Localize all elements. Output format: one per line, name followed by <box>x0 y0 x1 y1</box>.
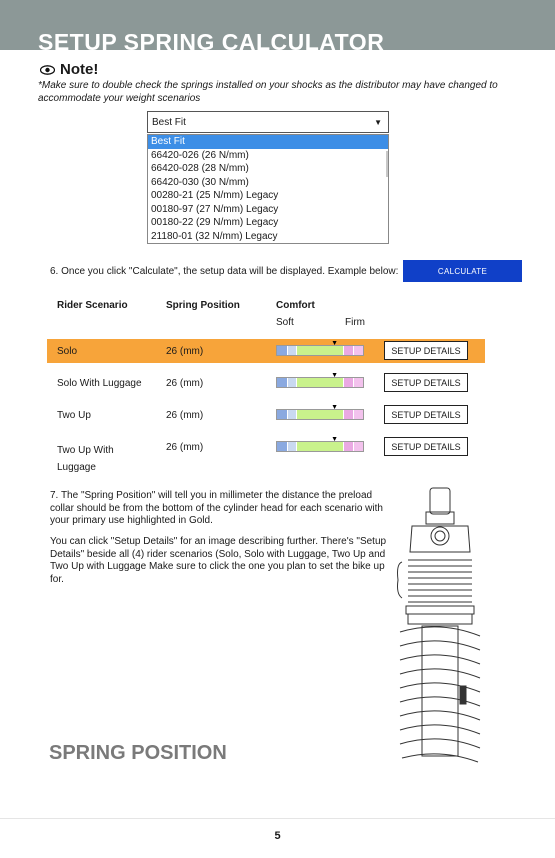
section-title: SPRING POSITION <box>49 742 227 764</box>
scrollbar-notch <box>386 151 388 177</box>
position-cell: 26 (mm) <box>166 442 204 453</box>
marker-icon: ▼ <box>331 436 338 443</box>
setup-details-button-solo[interactable]: SETUP DETAILS <box>384 341 468 360</box>
scenario-cell: Solo With Luggage <box>57 378 142 389</box>
comfort-slider-solo-luggage <box>276 372 364 388</box>
option-66420-026[interactable]: 66420-026 (26 N/mm) <box>151 149 249 161</box>
step7-paragraph: 7. The "Spring Position" will tell you in millimeter the distance the preload collar should be from the bottom of the cylinder head for each scenario with your primary use highlighted in Gold. <box>50 490 383 526</box>
comfort-slider-two-up <box>276 404 364 420</box>
option-66420-028[interactable]: 66420-028 (28 N/mm) <box>151 163 249 174</box>
comfort-slider-solo <box>276 340 364 356</box>
setup-details-button-solo-luggage[interactable]: SETUP DETAILS <box>384 373 468 392</box>
option-66420-030[interactable]: 66420-030 (30 N/mm) <box>151 176 249 188</box>
caret-down-icon: ▼ <box>374 118 382 127</box>
note-heading <box>40 61 98 78</box>
spring-option-list <box>147 134 389 244</box>
option-00180-22[interactable]: 00180-22 (29 N/mm) Legacy <box>151 217 279 228</box>
spring-select-value: Best Fit <box>152 117 186 128</box>
setup-details-button-two-up[interactable]: SETUP DETAILS <box>384 405 468 424</box>
label-soft: Soft <box>276 317 294 328</box>
position-cell: 26 (mm) <box>166 346 204 357</box>
option-21180-01[interactable]: 21180-01 (32 N/mm) Legacy <box>151 230 278 242</box>
page-title: SETUP SPRING CALCULATOR <box>38 29 385 55</box>
eye-icon <box>40 65 55 75</box>
note-title: Note! <box>60 61 99 78</box>
page-number: 5 <box>274 830 281 842</box>
option-best-fit[interactable]: Best Fit <box>148 135 388 149</box>
scenario-cell: Solo <box>57 346 78 357</box>
option-00280-21[interactable]: 00280-21 (25 N/mm) Legacy <box>151 190 279 201</box>
option-00180-97[interactable]: 00180-97 (27 N/mm) Legacy <box>151 203 279 215</box>
marker-icon: ▼ <box>331 340 338 347</box>
header-comfort: Comfort <box>276 300 315 311</box>
note-text: *Make sure to double check the springs installed on your shocks as the distributor may have changed to accommodate your weight scenarios <box>38 80 498 104</box>
spring-select[interactable] <box>147 111 389 133</box>
setup-details-paragraph: You can click "Setup Details" for an image describing further. There's "Setup Details" beside all (4) rider scenarios (Solo, Solo with Luggage, Two Up and Two Up with Luggage Make sure to click the one you plan to set the bike up for. <box>50 536 387 585</box>
header-spring-position: Spring Position <box>166 300 240 311</box>
scenario-cell: Two Up <box>57 410 91 421</box>
comfort-slider-two-up-luggage <box>276 436 364 452</box>
label-firm: Firm <box>345 317 365 328</box>
step6-text: 6. Once you click "Calculate", the setup data will be displayed. Example below: <box>50 266 399 277</box>
shock-absorber-illustration <box>392 486 488 776</box>
position-cell: 26 (mm) <box>166 378 204 389</box>
calculate-button[interactable]: CALCULATE <box>403 260 522 282</box>
scenario-cell: Two Up With Luggage <box>57 445 114 473</box>
position-cell: 26 (mm) <box>166 410 204 421</box>
setup-details-button-two-up-luggage[interactable]: SETUP DETAILS <box>384 437 468 456</box>
footer-divider <box>0 818 555 819</box>
header-rider-scenario: Rider Scenario <box>57 300 128 311</box>
marker-icon: ▼ <box>331 372 338 379</box>
marker-icon: ▼ <box>331 404 338 411</box>
